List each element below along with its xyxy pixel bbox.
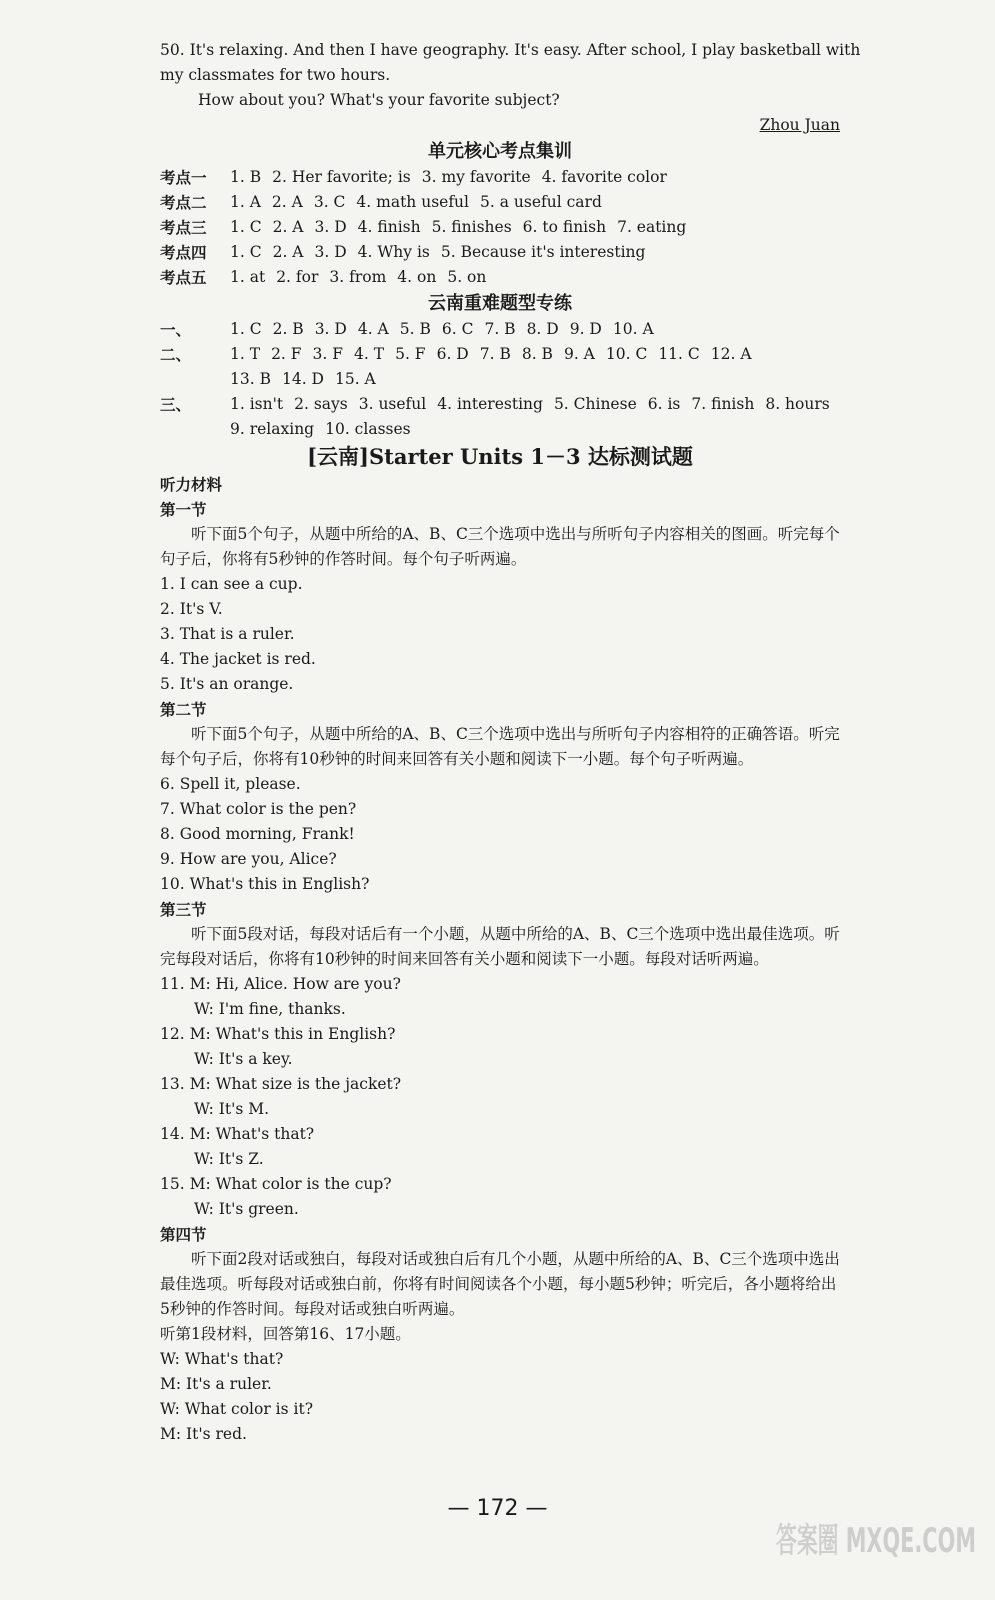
answer-item: 8. hours [765, 395, 830, 413]
instruction: 听下面5个句子，从题中所给的A、B、C三个选项中选出与所听句子内容相符的正确答语。听完每个句子后，你将有10秒钟的时间来回答有关小题和阅读下一小题。每个句子听两遍。 [160, 725, 840, 768]
list-item: 2. It's V. [160, 600, 223, 618]
answer-item: 4. math useful [356, 193, 470, 211]
answer-item: 3. useful [358, 395, 427, 413]
answer-item: 4. T [354, 345, 385, 363]
answer-item: 5. a useful card [480, 193, 602, 211]
answer-item: 15. A [334, 370, 376, 388]
answer-item: 6. is [647, 395, 681, 413]
answer-item: 4. finish [357, 218, 421, 236]
answer-row [160, 342, 840, 367]
answer-item: 3. my favorite [421, 168, 531, 186]
list-item: 4. The jacket is red. [160, 650, 316, 668]
answer-row [160, 190, 840, 215]
answer-item: 10. classes [325, 420, 411, 438]
subheading: 听力材料 [160, 475, 223, 494]
answer-item: 12. A [710, 345, 752, 363]
answer-item: 5. F [395, 345, 426, 363]
list-item: 3. That is a ruler. [160, 625, 295, 643]
answer-row-label: 考点三 [160, 218, 207, 237]
list-item: 6. Spell it, please. [160, 775, 301, 793]
answer-row [160, 392, 840, 417]
answer-block [160, 317, 840, 442]
answer-row-label: 考点一 [160, 168, 207, 187]
material-note: 听第1段材料，回答第16、17小题。 [160, 1325, 411, 1343]
answer-item: 3. D [314, 243, 347, 261]
dialog-question: 14. M: What's that? [160, 1125, 315, 1143]
answer-item: 3. from [329, 268, 387, 286]
answer-item: 1. T [230, 345, 261, 363]
dialog-answer: W: I'm fine, thanks. [194, 1000, 346, 1018]
answer-row [160, 240, 840, 265]
subheading: 第四节 [160, 1225, 207, 1244]
answer-item: 11. C [658, 345, 700, 363]
dialog-answer: W: It's M. [194, 1100, 270, 1118]
answer-item: 7. finish [691, 395, 755, 413]
answer-item: 7. B [484, 320, 516, 338]
dialog-line: M: It's a ruler. [160, 1375, 272, 1393]
subheading: 第一节 [160, 500, 207, 519]
answer-item: 10. C [605, 345, 648, 363]
answer-row [160, 265, 840, 290]
answer-item: 2. says [294, 395, 348, 413]
watermark-text: 答案圈 MXQE.COM [776, 1521, 976, 1561]
answer-item: 1. A [230, 193, 261, 211]
signature: Zhou Juan [759, 116, 840, 134]
answer-item: 2. A [271, 193, 303, 211]
answer-item: 1. C [230, 320, 262, 338]
text-line: How about you? What's your favorite subject? [198, 91, 560, 109]
answer-row [160, 165, 840, 190]
dialog-question: 11. M: Hi, Alice. How are you? [160, 975, 401, 993]
instruction: 听下面5个句子，从题中所给的A、B、C三个选项中选出与所听句子内容相关的图画。听完每个句子后，你将有5秒钟的作答时间。每个句子听两遍。 [160, 525, 840, 568]
list-item: 9. How are you, Alice? [160, 850, 337, 868]
answer-item: 5. finishes [431, 218, 512, 236]
list-item: 7. What color is the pen? [160, 800, 357, 818]
answer-item: 14. D [281, 370, 324, 388]
answer-item: 3. F [312, 345, 344, 363]
page-content [160, 38, 861, 1447]
answer-item: 7. eating [617, 218, 687, 236]
dialog-answer: W: It's green. [194, 1200, 299, 1218]
answer-row-label: 考点四 [160, 243, 207, 262]
dialog-question: 13. M: What size is the jacket? [160, 1075, 402, 1093]
answer-item: 8. B [521, 345, 553, 363]
answer-item: 4. Why is [357, 243, 430, 261]
answer-row-label: 二、 [160, 345, 192, 364]
text-line: my classmates for two hours. [160, 66, 391, 84]
answer-item: 3. C [313, 193, 346, 211]
dialog-question: 12. M: What's this in English? [160, 1025, 396, 1043]
answer-item: 2. A [272, 218, 304, 236]
dialog-answer: W: It's a key. [194, 1050, 293, 1068]
answer-item: 6. D [436, 345, 469, 363]
answer-item: 4. favorite color [541, 168, 667, 186]
answer-row-label: 考点二 [160, 193, 207, 212]
answer-row [160, 367, 840, 392]
list-item: 1. I can see a cup. [160, 575, 303, 593]
instruction: 听下面5段对话，每段对话后有一个小题，从题中所给的A、B、C三个选项中选出最佳选项。听完每段对话后，你将有10秒钟的时间来回答有关小题和阅读下一小题。每段对话听两遍。 [160, 925, 840, 968]
answer-item: 4. A [357, 320, 389, 338]
instruction: 听下面2段对话或独白，每段对话或独白后有几个小题，从题中所给的A、B、C三个选项中选出最佳选项。听每段对话或独白前，你将有时间阅读各个小题，每小题5秒钟；听完后，各小题将给出5秒钟的作答时间。每段对话或独白听两遍。 [160, 1250, 840, 1318]
answer-row-label [160, 367, 230, 392]
answer-item: 9. relaxing [230, 420, 315, 438]
dialog-line: W: What's that? [160, 1350, 284, 1368]
section-title: 单元核心考点集训 [428, 141, 572, 162]
answer-item: 1. B [230, 168, 262, 186]
text-line: 50. It's relaxing. And then I have geography. It's easy. After school, I play basketball with [160, 41, 861, 59]
answer-item: 5. Chinese [553, 395, 637, 413]
list-item: 8. Good morning, Frank! [160, 825, 355, 843]
answer-item: 5. on [447, 268, 487, 286]
dialog-answer: W: It's Z. [194, 1150, 264, 1168]
answer-item: 8. D [526, 320, 559, 338]
answer-item: 1. C [230, 218, 262, 236]
answer-row [160, 215, 840, 240]
answer-item: 3. D [314, 320, 347, 338]
dialog-question: 15. M: What color is the cup? [160, 1175, 392, 1193]
subheading: 第二节 [160, 700, 207, 719]
list-item: 5. It's an orange. [160, 675, 294, 693]
answer-row-label: 考点五 [160, 268, 207, 287]
dialog-line: W: What color is it? [160, 1400, 314, 1418]
answer-item: 5. B [399, 320, 431, 338]
list-item: 10. What's this in English? [160, 875, 370, 893]
answer-row-label [160, 417, 230, 442]
answer-item: 9. D [569, 320, 602, 338]
answer-item: 13. B [230, 370, 271, 388]
answer-row-label: 三、 [160, 395, 192, 414]
watermark-logo [771, 1512, 981, 1590]
section-title: 云南重难题型专练 [428, 293, 572, 314]
answer-item: 5. Because it's interesting [440, 243, 646, 261]
answer-item: 3. D [314, 218, 347, 236]
answer-item: 4. interesting [437, 395, 543, 413]
answer-item: 9. A [563, 345, 595, 363]
test-title: [云南]Starter Units 1－3 达标测试题 [307, 444, 693, 469]
answer-item: 10. A [612, 320, 654, 338]
answer-item: 2. F [271, 345, 302, 363]
answer-row-label: 一、 [160, 320, 192, 339]
answer-item: 2. B [272, 320, 304, 338]
answer-item: 4. on [397, 268, 437, 286]
answer-block [160, 165, 840, 290]
answer-item: 6. to finish [522, 218, 607, 236]
answer-item: 2. for [276, 268, 319, 286]
answer-item: 1. isn't [230, 395, 284, 413]
subheading: 第三节 [160, 900, 207, 919]
answer-row [160, 317, 840, 342]
answer-item: 1. C [230, 243, 262, 261]
answer-item: 6. C [441, 320, 474, 338]
dialog-line: M: It's red. [160, 1425, 247, 1443]
page-number: — 172 — [447, 1496, 548, 1521]
answer-item: 2. Her favorite; is [272, 168, 411, 186]
answer-item: 1. at [230, 268, 266, 286]
answer-item: 7. B [479, 345, 511, 363]
answer-row [160, 417, 840, 442]
answer-item: 2. A [272, 243, 304, 261]
